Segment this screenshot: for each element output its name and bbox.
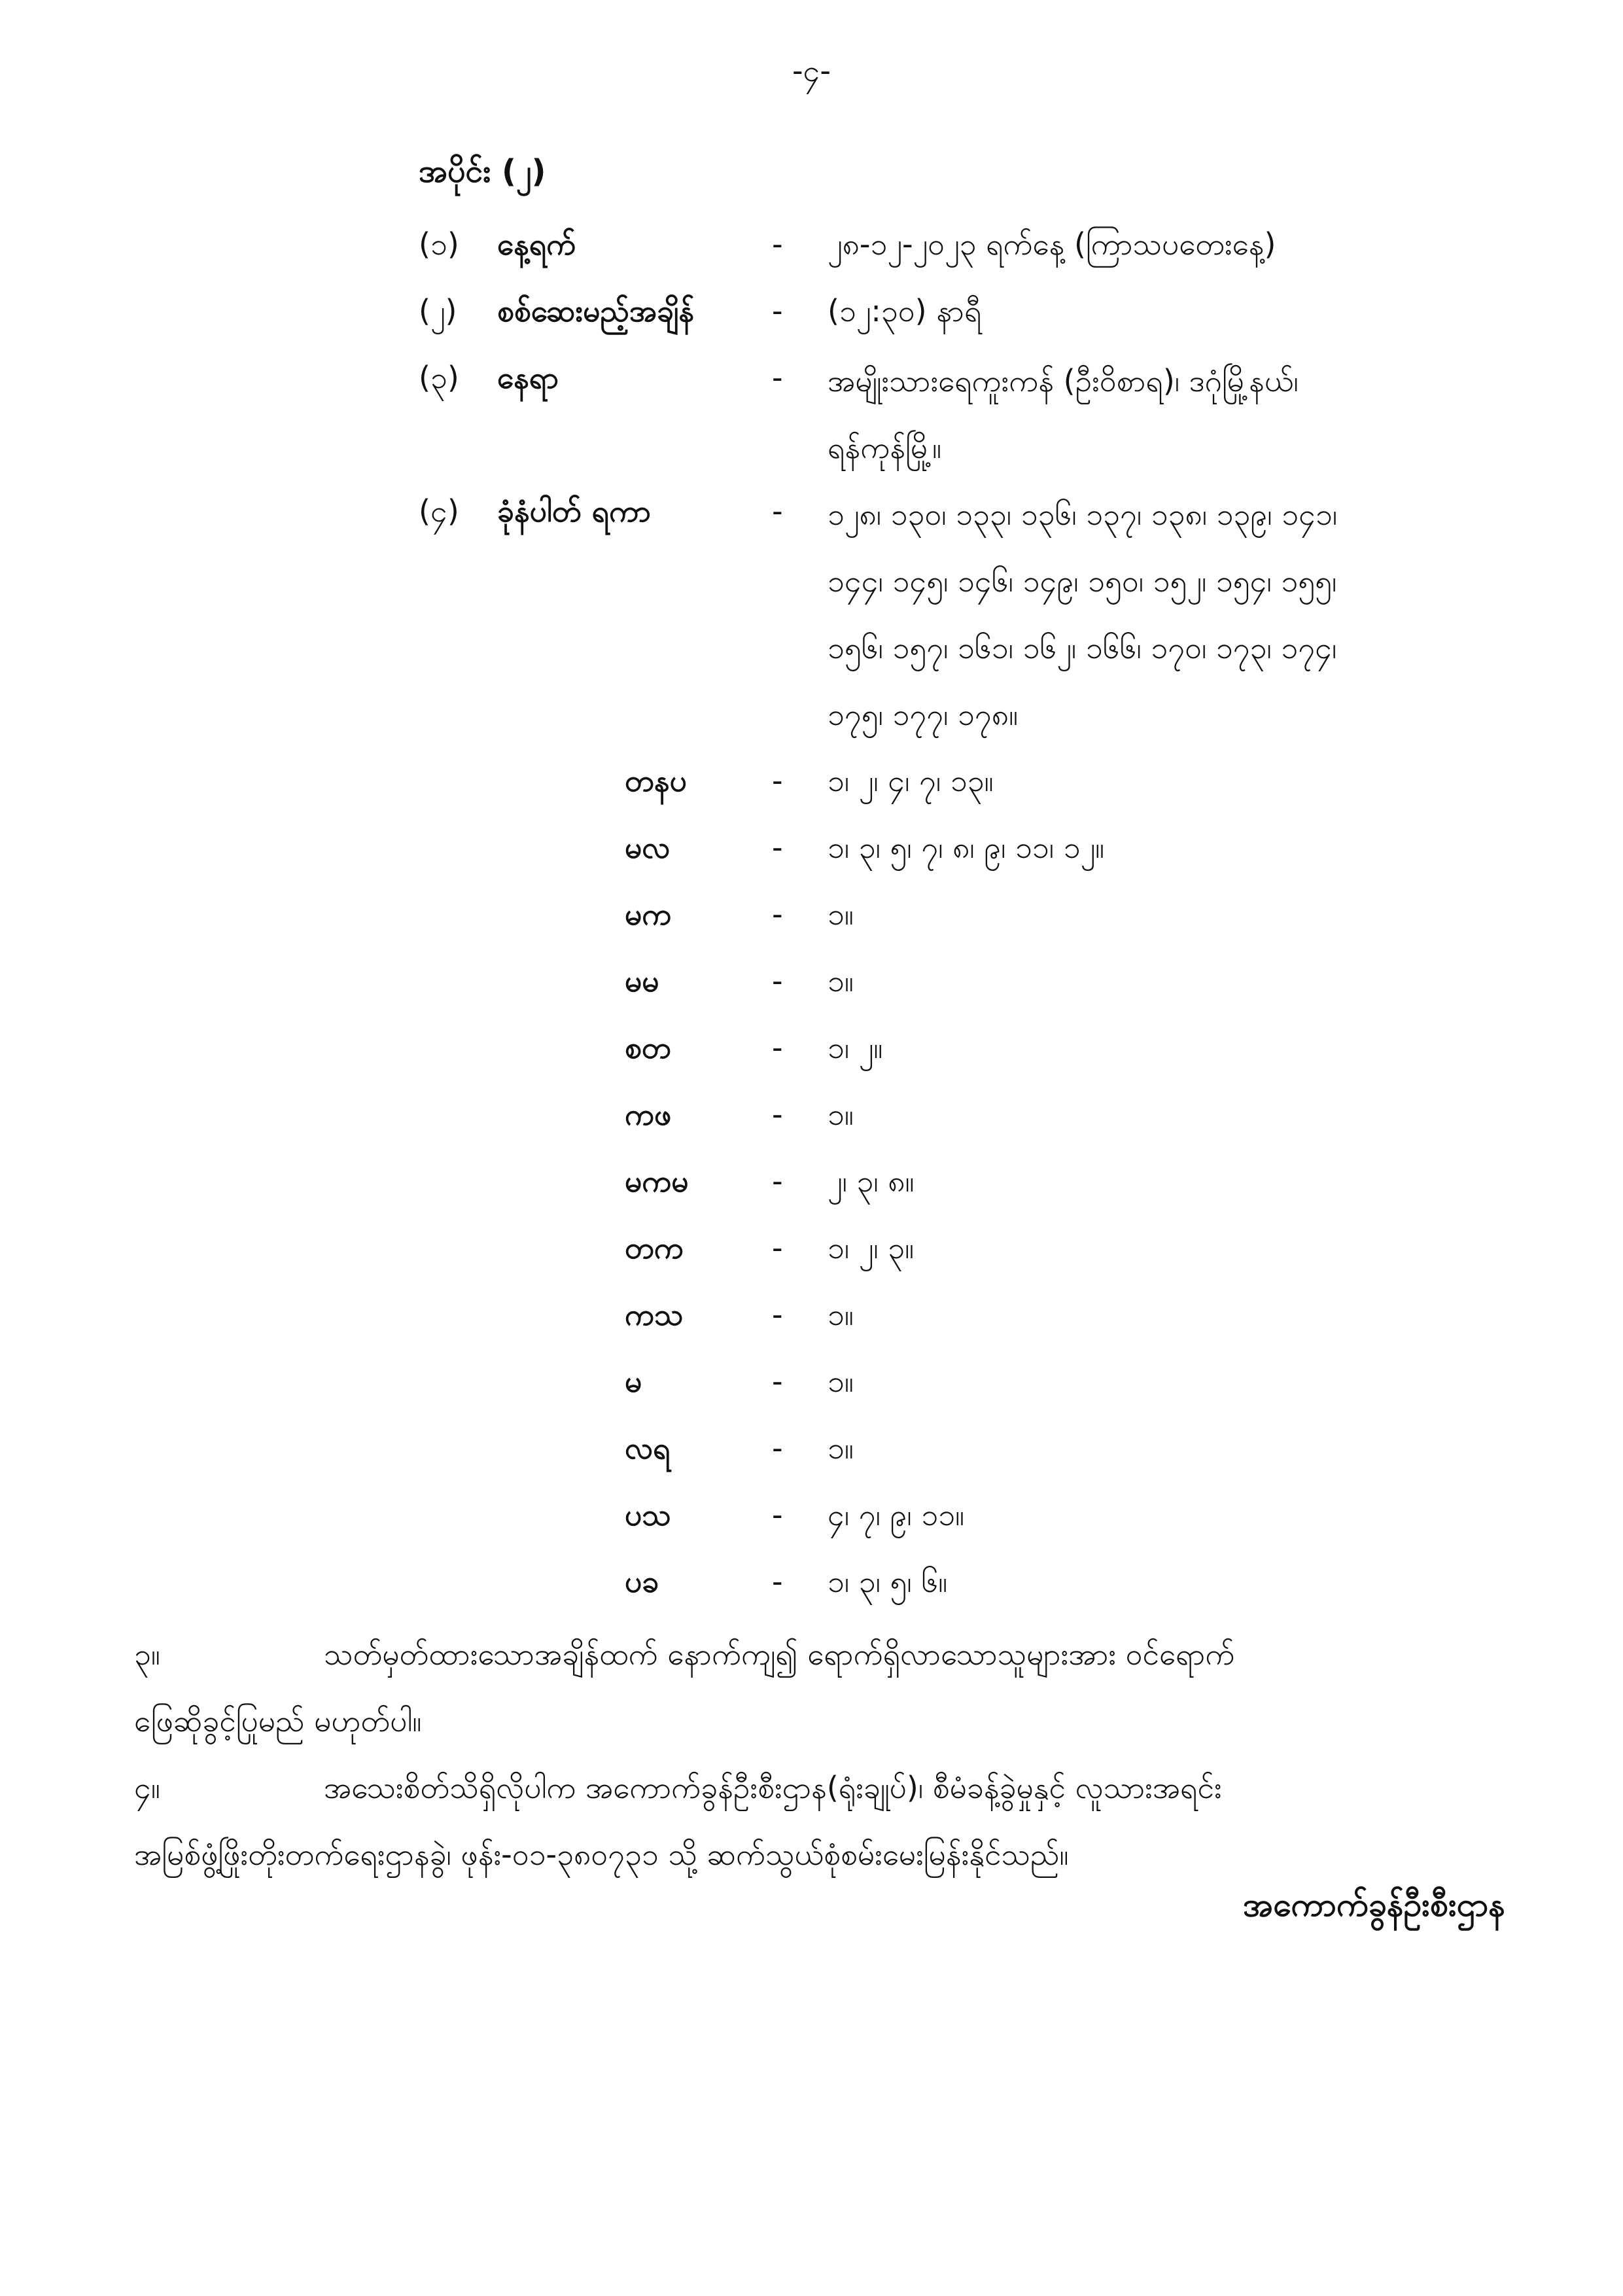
dash: -: [772, 896, 783, 932]
seat-group-label: ကသ: [625, 1297, 684, 1332]
seat-group-label: လရ: [625, 1430, 671, 1466]
seat-group-value: ၄၊ ၇၊ ၉၊ ၁၁။: [828, 1497, 964, 1532]
issuing-department-signature: အကောက်ခွန်ဦးစီးဌာန: [1243, 1886, 1505, 1924]
dash: -: [772, 1497, 783, 1532]
section-heading: အပိုင်း (၂): [419, 153, 546, 190]
paragraph-text: သတ်မှတ်ထားသောအချိန်ထက် နောက်ကျ၍ ရောက်ရှိလာသောသူများအား ဝင်ရောက်: [324, 1636, 1235, 1672]
seat-group-value: ၁၊ ၃၊ ၅၊ ၇၊ ၈၊ ၉၊ ၁၁၊ ၁၂။: [828, 830, 1105, 865]
seat-group-value: ၁၊ ၃၊ ၅၊ ၆။: [828, 1564, 948, 1599]
paragraph-text: အမြစ်ဖွံ့ဖြိုးတိုးတက်ရေးဌာနခွဲ၊ ဖုန်း-၀၁-၃၈၀၇၃၁ သို့ ဆက်သွယ်စုံစမ်းမေးမြန်းနိုင်သည်။: [134, 1837, 1069, 1872]
seat-group-label: ပခ: [625, 1564, 659, 1599]
dash: -: [772, 1230, 783, 1265]
seat-group-value: ၂၊ ၃၊ ၈။: [828, 1163, 915, 1199]
dash: -: [772, 493, 783, 529]
seat-group-label: မက: [625, 896, 672, 932]
paragraph-contact: [134, 1769, 1505, 1903]
dash: -: [772, 763, 783, 798]
detail-number: (၃): [419, 360, 459, 395]
seat-group-value: ၁။: [828, 1297, 854, 1332]
seat-group-value: ၁။: [828, 963, 854, 998]
dash: -: [772, 293, 783, 328]
seat-group-label: တက: [625, 1230, 684, 1265]
seat-group-value: ၁၊ ၂၊ ၄၊ ၇၊ ၁၃။: [828, 763, 994, 798]
detail-number: (၂): [419, 293, 457, 328]
detail-number: (၄): [419, 493, 459, 529]
dash: -: [772, 1364, 783, 1399]
dash: -: [772, 830, 783, 865]
seat-group-label: ကဖ: [625, 1097, 672, 1132]
venue-line: ရန်ကုန်မြို့။: [828, 430, 942, 465]
dash: -: [772, 1163, 783, 1199]
detail-label: နေ့ရက်: [497, 226, 576, 262]
seat-group-value: ၁။: [828, 1097, 854, 1132]
dash: -: [772, 963, 783, 998]
seat-group-label: မ: [625, 1364, 642, 1399]
paragraph-number: ၃။: [134, 1636, 160, 1672]
detail-value: ၂၈-၁၂-၂၀၂၃ ရက်နေ့ (ကြာသပတေးနေ့): [828, 226, 1276, 262]
seat-line: ၁၄၄၊ ၁၄၅၊ ၁၄၆၊ ၁၄၉၊ ၁၅၀၊ ၁၅၂၊ ၁၅၄၊ ၁၅၅၊: [828, 563, 1337, 599]
seat-group-value: ၁။: [828, 1364, 854, 1399]
page-number: -၄-: [792, 53, 831, 88]
detail-number: (၁): [419, 226, 459, 262]
seat-group-label: စတ: [625, 1030, 671, 1065]
dash: -: [772, 1297, 783, 1332]
seat-group-value: ၁၊ ၂၊ ၃။: [828, 1230, 915, 1265]
seat-group-label: မလ: [625, 830, 671, 865]
seat-group-value: ၁။: [828, 896, 854, 932]
seat-number-list: [828, 496, 1508, 763]
detail-value: (၁၂:၃၀) နာရီ: [828, 293, 982, 328]
seat-group-value: ၁၊ ၂။: [828, 1030, 883, 1065]
seat-group-label: ပသ: [625, 1497, 671, 1532]
seat-line: ၁၅၆၊ ၁၅၇၊ ၁၆၁၊ ၁၆၂၊ ၁၆၆၊ ၁၇၀၊ ၁၇၃၊ ၁၇၄၊: [828, 630, 1337, 665]
dash: -: [772, 1564, 783, 1599]
paragraph-text: ဖြေဆိုခွင့်ပြုမည် မဟုတ်ပါ။: [134, 1703, 422, 1739]
paragraph-number: ၄။: [134, 1770, 160, 1805]
detail-label: စစ်ဆေးမည့်အချိန်: [497, 293, 695, 328]
seat-group-value: ၁။: [828, 1430, 854, 1466]
seat-group-label: မကမ: [625, 1163, 689, 1199]
dash: -: [772, 1430, 783, 1466]
paragraph-late-arrival: [134, 1636, 1505, 1769]
seat-group-label: မမ: [625, 963, 659, 998]
dash: -: [772, 1030, 783, 1065]
seat-line: ၁၇၅၊ ၁၇၇၊ ၁၇၈။: [828, 697, 1019, 732]
detail-label: နေရာ: [497, 360, 559, 395]
detail-venue-value: [828, 362, 1508, 496]
dash: -: [772, 1097, 783, 1132]
seat-line: ၁၂၈၊ ၁၃၀၊ ၁၃၃၊ ၁၃၆၊ ၁၃၇၊ ၁၃၈၊ ၁၃၉၊ ၁၄၁၊: [828, 497, 1338, 532]
dash: -: [772, 226, 783, 262]
seat-group-label: တနပ: [625, 763, 687, 798]
paragraph-text: အသေးစိတ်သိရှိလိုပါက အကောက်ခွန်ဦးစီးဌာန(ရုံးချုပ်)၊ စီမံခန့်ခွဲမှုနှင့် လူသားအရင်း: [324, 1770, 1222, 1805]
detail-label: ခုံနံပါတ် ရကာ: [497, 493, 652, 529]
venue-line: အမျိုးသားရေကူးကန် (ဦးဝိစာရ)၊ ဒဂုံမြို့နယ်၊: [828, 363, 1299, 398]
dash: -: [772, 360, 783, 395]
